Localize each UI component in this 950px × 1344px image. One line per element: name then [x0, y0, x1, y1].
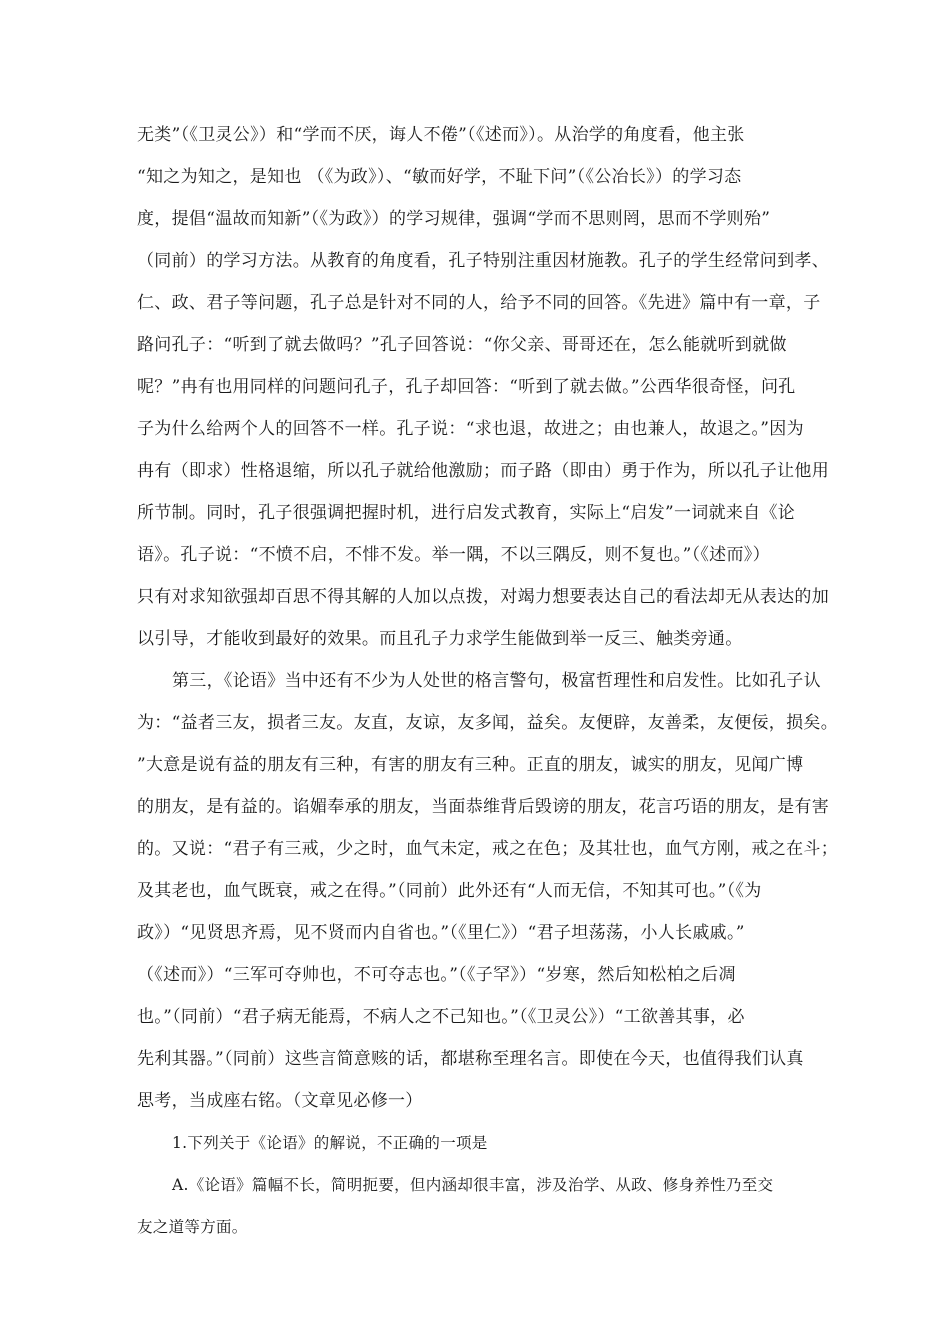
body-line: 路问孔子：“听到了就去做吗？”孔子回答说：“你父亲、哥哥还在，怎么能就听到就做	[137, 335, 787, 355]
body-line: （同前）的学习方法。从教育的角度看，孔子特别注重因材施教。孔子的学生经常问到孝、	[137, 251, 829, 271]
body-line: 为：“益者三友，损者三友。友直，友谅，友多闻，益矣。友便辟，友善柔，友便佞，损矣。	[137, 713, 838, 733]
question-stem: 1.下列关于《论语》的解说，不正确的一项是	[172, 1134, 488, 1152]
option-a-line: A.《论语》篇幅不长，简明扼要，但内涵却很丰富，涉及治学、从政、修身养性乃至交	[172, 1176, 774, 1194]
body-line: 思考，当成座右铭。（文章见必修一）	[137, 1091, 423, 1111]
body-line: 只有对求知欲强却百思不得其解的人加以点拨，对竭力想要表达自己的看法却无从表达的加	[137, 587, 829, 607]
body-line: 及其老也，血气既衰，戒之在得。”（同前）此外还有“人而无信，不知其可也。”（《为	[137, 881, 762, 901]
body-line: 冉有（即求）性格退缩，所以孔子就给他激励；而子路（即由）勇于作为，所以孔子让他用	[137, 461, 829, 481]
body-line: 也。”（同前）“君子病无能焉，不病人之不己知也。”（《卫灵公》）“工欲善其事，必	[137, 1007, 745, 1027]
body-line: 以引导，才能收到最好的效果。而且孔子力求学生能做到举一反三、触类旁通。	[137, 629, 743, 649]
body-line: 所节制。同时，孔子很强调把握时机，进行启发式教育，实际上“启发”一词就来自《论	[137, 503, 796, 523]
body-line: 呢？”冉有也用同样的问题问孔子，孔子却回答：“听到了就去做。”公西华很奇怪，问孔	[137, 377, 796, 397]
body-line: 语》。孔子说：“不愤不启，不悱不发。举一隅，不以三隅反，则不复也。”（《述而》）	[137, 545, 770, 565]
body-line: 的朋友，是有益的。谄媚奉承的朋友，当面恭维背后毁谤的朋友，花言巧语的朋友，是有害	[137, 797, 829, 817]
option-a-line: 友之道等方面。	[137, 1218, 248, 1236]
body-line: （《述而》）“三军可夺帅也，不可夺志也。”（《子罕》）“岁寒，然后知松柏之后凋	[137, 965, 736, 985]
body-line: 政》）“见贤思齐焉，见不贤而内自省也。”（《里仁》）“君子坦荡荡，小人长戚戚。”	[137, 923, 745, 943]
body-line: 仁、政、君子等问题，孔子总是针对不同的人，给予不同的回答。《先进》篇中有一章，子	[137, 293, 821, 313]
body-line: 子为什么给两个人的回答不一样。孔子说：“求也退，故进之；由也兼人，故退之。”因为	[137, 419, 804, 439]
body-line: 无类”（《卫灵公》）和“学而不厌，诲人不倦”（《述而》）。从治学的角度看，他主张	[137, 125, 745, 145]
body-line: “知之为知之，是知也 （《为政》）、“敏而好学，不耻下问”（《公冶长》）的学习态	[137, 167, 742, 187]
paragraph-start-line: 第三，《论语》当中还有不少为人处世的格言警句，极富哲理性和启发性。比如孔子认	[172, 671, 821, 691]
body-line: ”大意是说有益的朋友有三种，有害的朋友有三种。正直的朋友，诚实的朋友，见闻广博	[137, 755, 804, 775]
body-line: 度，提倡“温故而知新”（《为政》）的学习规律，强调“学而不思则罔，思而不学则殆”	[137, 209, 771, 229]
body-line: 的。又说：“君子有三戒，少之时，血气未定，戒之在色；及其壮也，血气方刚，戒之在斗；	[137, 839, 838, 859]
body-line: 先利其器。”（同前）这些言简意赅的话，都堪称至理名言。即使在今天，也值得我们认真	[137, 1049, 804, 1069]
